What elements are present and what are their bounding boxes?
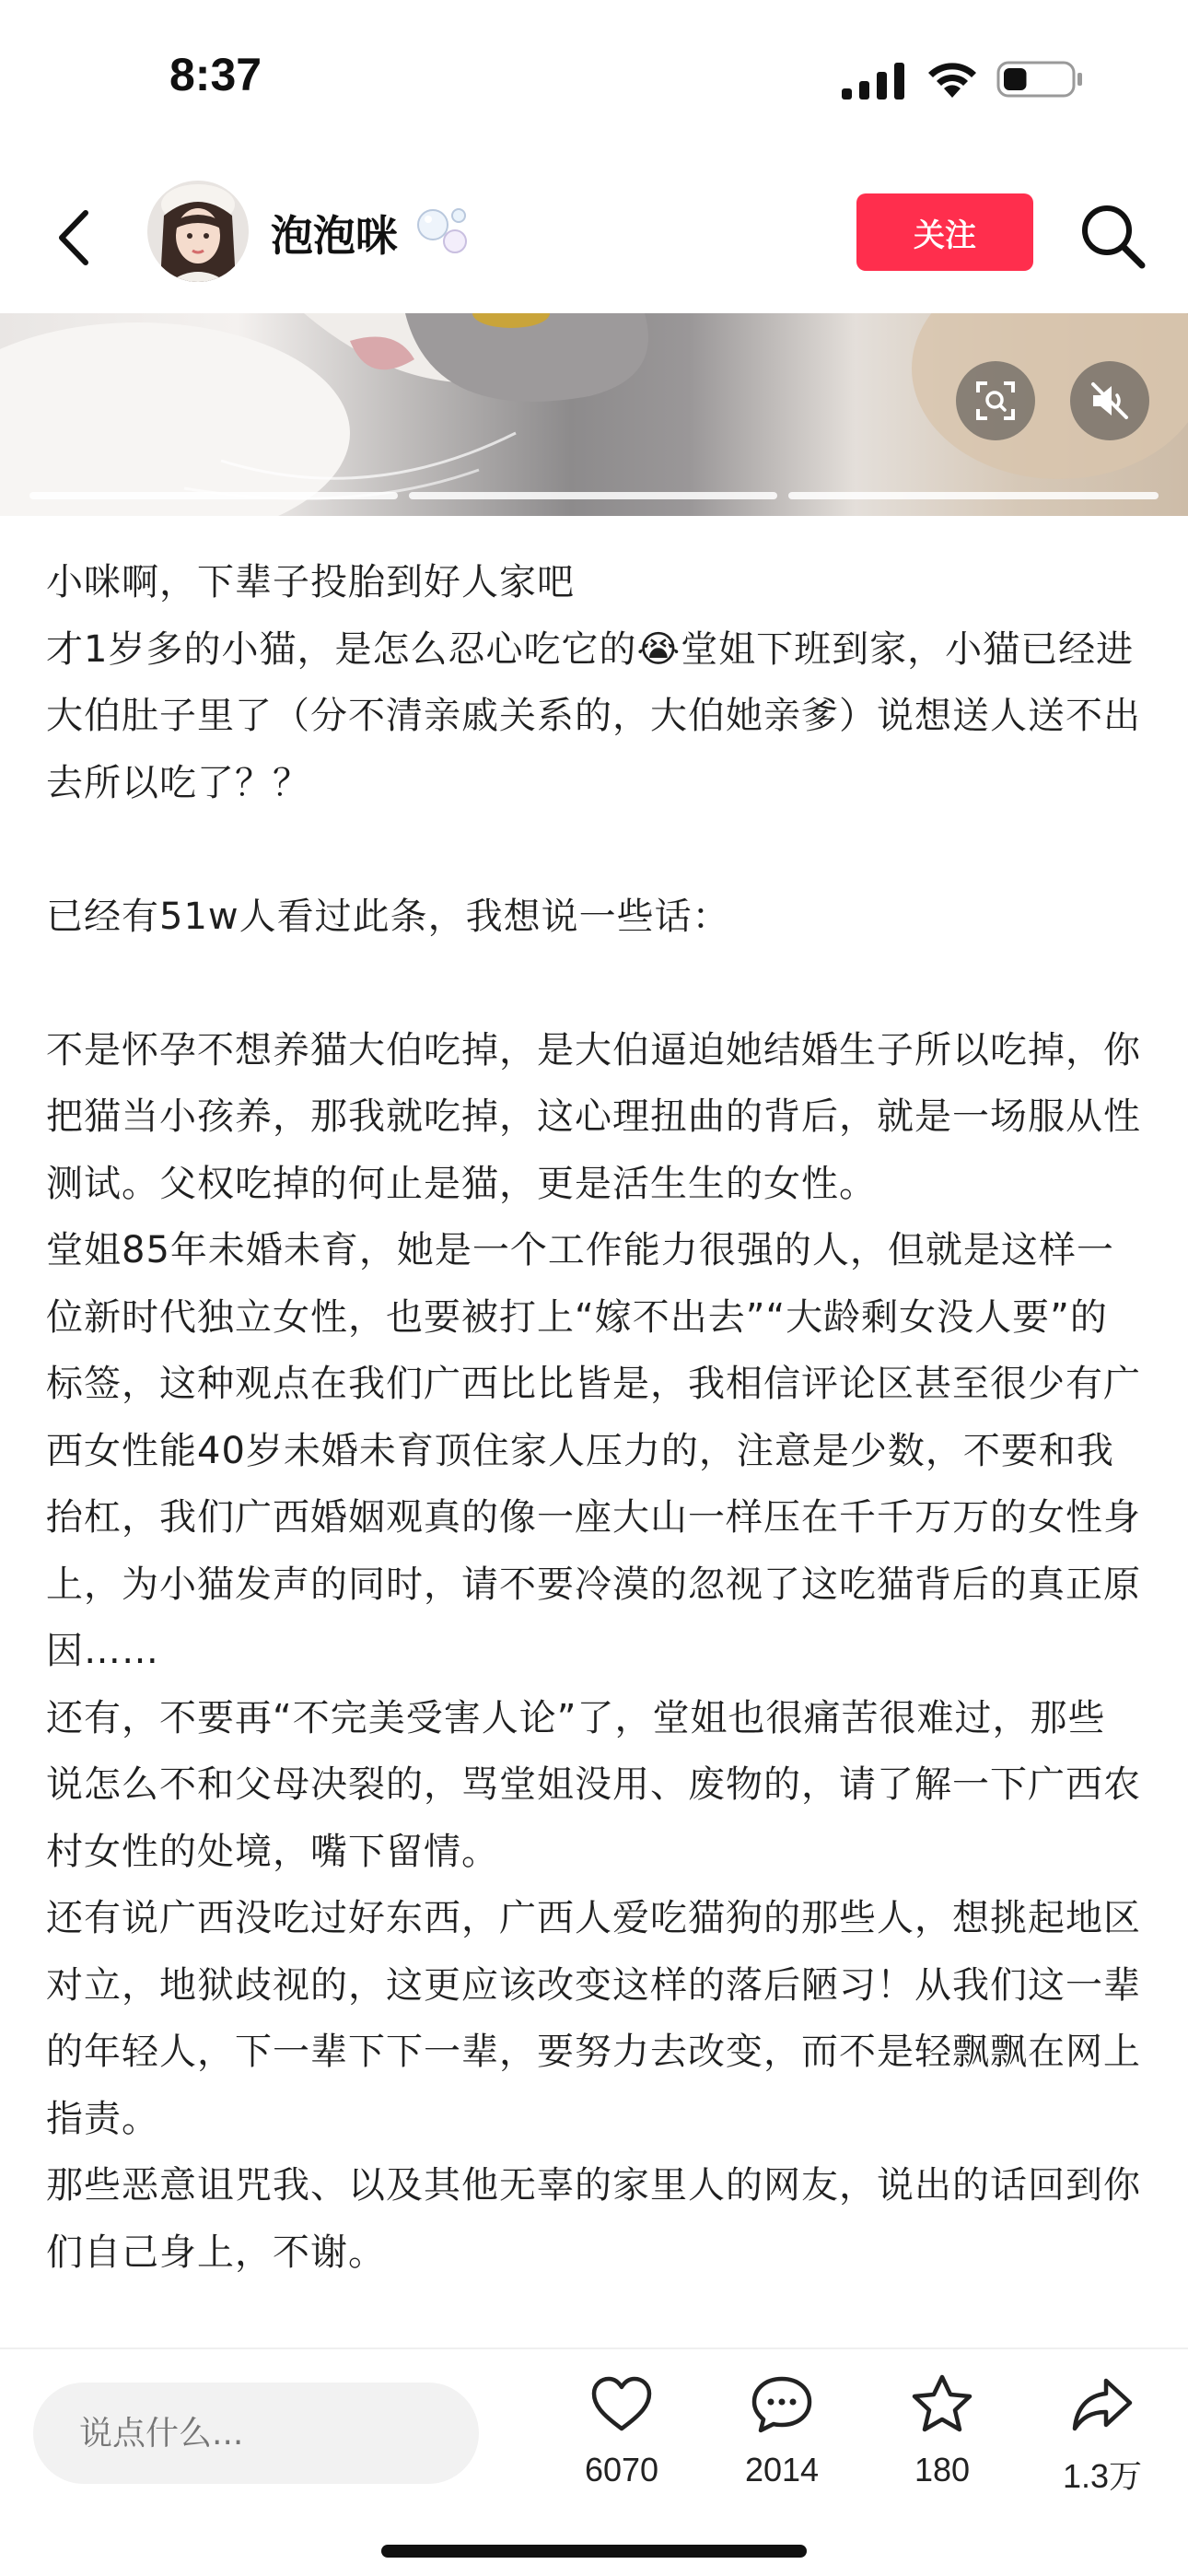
avatar[interactable] — [147, 181, 249, 282]
cellular-signal-icon — [842, 63, 906, 100]
post-line: 才1岁多的小猫，是怎么忍心吃它的😭堂姐下班到家，小猫已经进大伯肚子里了（分不清亲戚关系的，大伯她亲爹）说想送人送不出去所以吃了？？ — [46, 627, 1141, 804]
favorite-button[interactable] — [873, 2371, 1011, 2510]
follow-button[interactable]: 关注 — [856, 193, 1033, 271]
scan-icon — [974, 380, 1017, 422]
home-indicator[interactable] — [381, 2545, 807, 2558]
post-line: 小咪啊，下辈子投胎到好人家吧 — [46, 561, 575, 603]
mute-button[interactable] — [1070, 361, 1149, 440]
username[interactable]: 泡泡咪 — [271, 211, 398, 261]
search-button[interactable] — [1077, 201, 1147, 271]
post-line: 还有说广西没吃过好东西，广西人爱吃猫狗的那些人，想挑起地区对立，地狱歧视的，这更应该改变这样的落后陋习！从我们这一辈的年轻人，下一辈下下一辈，要努力去改变，而不是轻飘飘在网上指责。 — [46, 1897, 1141, 2140]
comment-button[interactable] — [713, 2371, 851, 2510]
status-bar — [0, 0, 1188, 157]
share-icon — [1069, 2371, 1136, 2438]
star-icon — [909, 2371, 975, 2438]
back-button[interactable] — [41, 201, 105, 275]
post-line-blank — [46, 816, 1142, 884]
share-count: 1.3万 — [1062, 2457, 1143, 2495]
post-line: 堂姐85年未婚未育，她是一个工作能力很强的人，但就是这样一位新时代独立女性，也要被打上“嫁不出去”“大龄剩女没人要”的标签，这种观点在我们广西比比皆是，我相信评论区甚至很少有广西女性能40岁未婚未育顶住家人压力的，注意是少数，不要和我抬杠，我们广西婚姻观真的像一座大山一样压在千千万万的女性身上，为小猫发声的同时，请不要冷漠的忽视了这吃猫背后的真正原因…… — [46, 1229, 1141, 1672]
comment-count: 2014 — [744, 2451, 820, 2488]
post-line: 不是怀孕不想养猫大伯吃掉，是大伯逼迫她结婚生子所以吃掉，你把猫当小孩养，那我就吃掉，这心理扭曲的背后，就是一场服从性测试。父权吃掉的何止是猫，更是活生生的女性。 — [46, 1028, 1141, 1205]
bottom-action-bar — [0, 2348, 1188, 2576]
post-line: 那些恶意诅咒我、以及其他无辜的家里人的网友，说出的话回到你们自己身上，不谢。 — [46, 2164, 1141, 2274]
post-body — [46, 549, 1142, 2286]
post-line: 已经有51w人看过此条，我想说一些话： — [46, 895, 730, 938]
mute-icon — [1088, 379, 1132, 423]
back-arrow-icon — [54, 209, 91, 266]
bubbles-emoji-icon — [413, 203, 472, 258]
carousel-progress-segment — [29, 492, 398, 499]
favorite-count: 180 — [914, 2451, 971, 2488]
heart-icon — [588, 2371, 655, 2438]
comment-icon — [749, 2371, 815, 2438]
post-image-carousel[interactable] — [0, 313, 1188, 516]
search-icon — [1077, 201, 1147, 271]
carousel-progress-segment — [409, 492, 777, 499]
like-count: 6070 — [584, 2451, 659, 2488]
like-button[interactable] — [553, 2371, 691, 2510]
share-button[interactable] — [1033, 2371, 1171, 2510]
carousel-progress-segment — [788, 492, 1159, 499]
post-line-blank — [46, 950, 1142, 1017]
post-line: 还有，不要再“不完美受害人论”了，堂姐也很痛苦很难过，那些说怎么不和父母决裂的，骂堂姐没用、废物的，请了解一下广西农村女性的处境，嘴下留情。 — [46, 1696, 1141, 1873]
comment-input[interactable] — [33, 2383, 479, 2484]
wifi-icon — [925, 57, 980, 100]
scan-button[interactable] — [956, 361, 1035, 440]
status-time: 8:37 — [169, 49, 262, 100]
profile-header — [0, 157, 1188, 313]
battery-icon — [996, 59, 1085, 100]
